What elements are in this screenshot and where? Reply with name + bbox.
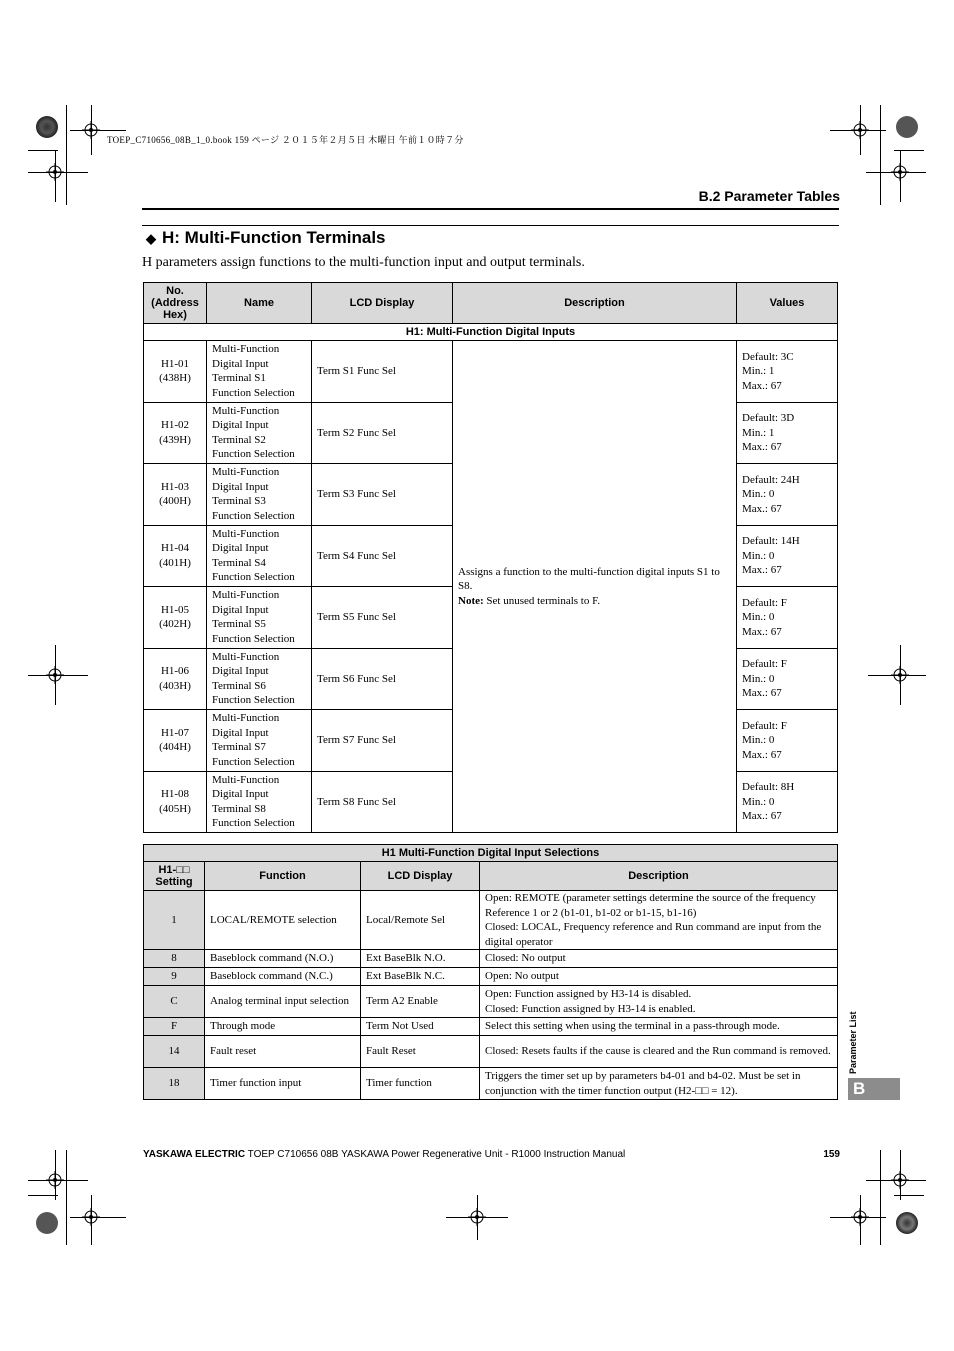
col-header-values: Values xyxy=(737,283,838,324)
param-lcd: Term S7 Func Sel xyxy=(312,710,453,772)
section-reference: B.2 Parameter Tables xyxy=(698,188,840,204)
lcd-display: Ext BaseBlk N.C. xyxy=(361,968,480,986)
param-name xyxy=(207,587,312,649)
registration-disc-icon xyxy=(896,116,918,138)
lcd-display: Term A2 Enable xyxy=(361,986,480,1018)
param-name-line: Terminal S5 xyxy=(212,618,266,631)
function-name: LOCAL/REMOTE selection xyxy=(205,891,361,950)
registration-target-icon xyxy=(891,666,909,684)
footer-brand: YASKAWA ELECTRIC xyxy=(143,1149,246,1160)
param-value-line: Default: F xyxy=(742,719,787,732)
param-name-line: Function Selection xyxy=(212,509,295,522)
param-value-line: Max.: 67 xyxy=(742,564,782,576)
description-main: Assigns a function to the multi-function digital inputs S1 to S8. xyxy=(458,565,720,593)
lcd-display: Local/Remote Sel xyxy=(361,891,480,950)
param-name xyxy=(207,648,312,710)
param-address: (400H) xyxy=(159,495,191,508)
side-tab-letter: B xyxy=(853,1079,866,1098)
param-number xyxy=(144,587,207,649)
param-value-line: Max.: 67 xyxy=(742,687,782,699)
param-value-line: Max.: 67 xyxy=(742,625,782,638)
param-value-line: Min.: 0 xyxy=(742,549,775,562)
param-value-line: Max.: 67 xyxy=(742,379,782,392)
function-name: Baseblock command (N.O.) xyxy=(205,950,361,968)
side-tab xyxy=(848,1078,900,1100)
param-values xyxy=(737,771,838,833)
selection-description: Open: REMOTE (parameter settings determine the source of the frequency Reference 1 or 2 (b1-01, b1-02 or b1-15, b1-16) Closed: LOCAL, Frequency reference and Run command are input from the digital operator xyxy=(480,891,838,950)
param-number xyxy=(144,402,207,464)
registration-disc-icon xyxy=(36,116,58,138)
table-row xyxy=(144,341,838,403)
selection-description: Triggers the timer set up by parameters b4-01 and b4-02. Must be set in conjunction with the timer function output (H2-□□ = 12). xyxy=(480,1068,838,1100)
param-name-line: Digital Input xyxy=(212,603,269,616)
heading-rule xyxy=(142,225,839,226)
param-name-line: Function Selection xyxy=(212,386,295,399)
registration-target-icon xyxy=(891,163,909,181)
param-value-line: Default: F xyxy=(742,596,787,609)
param-name-line: Function Selection xyxy=(212,755,295,768)
param-value-line: Max.: 67 xyxy=(742,810,782,822)
param-name-line: Terminal S4 xyxy=(212,556,266,569)
param-address: (402H) xyxy=(159,618,191,631)
diamond-bullet-icon: ◆ xyxy=(146,231,156,246)
registration-target-icon xyxy=(468,1208,486,1226)
registration-target-icon xyxy=(46,666,64,684)
param-name-line: Multi-Function xyxy=(212,404,280,417)
table-title: H1 Multi-Function Digital Input Selections xyxy=(144,845,838,862)
selection-description: Closed: Resets faults if the cause is cleared and the Run command is removed. xyxy=(480,1036,838,1068)
param-name-line: Terminal S1 xyxy=(212,372,266,385)
function-name: Fault reset xyxy=(205,1036,361,1068)
param-name-line: Multi-Function xyxy=(212,773,280,786)
param-name-line: Digital Input xyxy=(212,542,269,555)
param-name-line: Function Selection xyxy=(212,448,295,461)
param-values xyxy=(737,402,838,464)
param-value-line: Min.: 0 xyxy=(742,488,775,500)
param-values xyxy=(737,464,838,526)
lcd-display: Term Not Used xyxy=(361,1018,480,1036)
param-name xyxy=(207,525,312,587)
col-header-description: Description xyxy=(480,862,838,891)
registration-target-icon xyxy=(46,1171,64,1189)
param-name-line: Terminal S7 xyxy=(212,741,266,754)
param-value-line: Min.: 0 xyxy=(742,734,775,746)
setting-value: 18 xyxy=(144,1068,205,1100)
function-name: Through mode xyxy=(205,1018,361,1036)
setting-value: 14 xyxy=(144,1036,205,1068)
param-name-line: Digital Input xyxy=(212,665,269,678)
param-value-line: Default: F xyxy=(742,658,787,670)
param-value-line: Max.: 67 xyxy=(742,441,782,453)
side-tab-label: Parameter List xyxy=(848,1011,858,1074)
selection-description: Closed: No output xyxy=(480,950,838,968)
param-value-line: Min.: 0 xyxy=(742,672,775,685)
function-name: Baseblock command (N.C.) xyxy=(205,968,361,986)
param-value-line: Max.: 67 xyxy=(742,502,782,515)
param-no: H1-01 xyxy=(160,357,190,370)
param-value-line: Min.: 1 xyxy=(742,365,775,377)
param-name xyxy=(207,402,312,464)
table-row xyxy=(144,986,838,1018)
param-name xyxy=(207,771,312,833)
param-value-line: Min.: 1 xyxy=(742,426,775,439)
param-address: (439H) xyxy=(159,433,191,446)
param-values xyxy=(737,648,838,710)
param-values xyxy=(737,525,838,587)
param-name-line: Function Selection xyxy=(212,694,295,707)
param-no: H1-03 xyxy=(160,480,190,493)
table-row xyxy=(144,968,838,986)
param-value-line: Default: 3C xyxy=(742,350,794,363)
param-no: H1-04 xyxy=(160,542,190,555)
heading-title: H: Multi-Function Terminals xyxy=(162,228,386,247)
param-number xyxy=(144,464,207,526)
param-no: H1-08 xyxy=(160,788,190,801)
param-value-line: Default: 24H xyxy=(742,473,800,486)
param-number xyxy=(144,648,207,710)
param-name-line: Multi-Function xyxy=(212,712,280,725)
param-name-line: Multi-Function xyxy=(212,466,280,479)
param-name-line: Terminal S8 xyxy=(212,802,266,815)
col-header-lcd: LCD Display xyxy=(361,862,480,891)
param-lcd: Term S8 Func Sel xyxy=(312,771,453,833)
param-number xyxy=(144,525,207,587)
param-lcd: Term S6 Func Sel xyxy=(312,648,453,710)
param-name-line: Terminal S2 xyxy=(212,433,266,446)
param-description xyxy=(453,341,737,833)
header-rule xyxy=(142,208,839,210)
param-name-line: Digital Input xyxy=(212,726,269,739)
table-row xyxy=(144,1018,838,1036)
param-value-line: Min.: 0 xyxy=(742,611,775,623)
param-address: (403H) xyxy=(159,679,191,692)
setting-value: F xyxy=(144,1018,205,1036)
registration-target-icon xyxy=(82,121,100,139)
param-value-line: Default: 14H xyxy=(742,535,800,547)
param-name xyxy=(207,464,312,526)
registration-disc-icon xyxy=(896,1212,918,1234)
selection-description: Open: No output xyxy=(480,968,838,986)
registration-target-icon xyxy=(851,1208,869,1226)
param-no: H1-07 xyxy=(160,726,190,739)
param-name-line: Multi-Function xyxy=(212,343,280,356)
param-values xyxy=(737,341,838,403)
registration-target-icon xyxy=(891,1171,909,1189)
param-name-line: Terminal S3 xyxy=(212,495,266,508)
selection-description: Select this setting when using the terminal in a pass-through mode. xyxy=(480,1018,838,1036)
param-lcd: Term S3 Func Sel xyxy=(312,464,453,526)
function-name: Timer function input xyxy=(205,1068,361,1100)
selection-description: Open: Function assigned by H3-14 is disabled. Closed: Function assigned by H3-14 is enabled. xyxy=(480,986,838,1018)
selection-table xyxy=(143,844,838,1100)
lcd-display: Ext BaseBlk N.O. xyxy=(361,950,480,968)
param-address: (404H) xyxy=(159,741,191,754)
col-header-name: Name xyxy=(207,283,312,324)
page-number: 159 xyxy=(823,1149,840,1160)
param-number xyxy=(144,771,207,833)
table-row xyxy=(144,1036,838,1068)
param-address: (438H) xyxy=(159,372,191,385)
parameter-table xyxy=(143,282,838,833)
param-value-line: Default: 8H xyxy=(742,781,795,793)
param-number xyxy=(144,710,207,772)
param-address: (401H) xyxy=(159,556,191,569)
group-title: H1: Multi-Function Digital Inputs xyxy=(144,324,838,341)
param-number xyxy=(144,341,207,403)
lcd-display: Fault Reset xyxy=(361,1036,480,1068)
param-value-line: Min.: 0 xyxy=(742,795,775,808)
param-name-line: Function Selection xyxy=(212,817,295,830)
param-name-line: Multi-Function xyxy=(212,650,280,663)
param-name-line: Multi-Function xyxy=(212,589,280,602)
table-row xyxy=(144,950,838,968)
col-header-description: Description xyxy=(453,283,737,324)
param-no: H1-05 xyxy=(160,603,190,616)
param-name-line: Multi-Function xyxy=(212,527,280,540)
param-name-line: Digital Input xyxy=(212,788,269,801)
function-name: Analog terminal input selection xyxy=(205,986,361,1018)
table-row xyxy=(144,891,838,950)
note-text: Set unused terminals to F. xyxy=(483,594,601,607)
param-lcd: Term S5 Func Sel xyxy=(312,587,453,649)
col-header-lcd: LCD Display xyxy=(312,283,453,324)
section-heading xyxy=(146,228,386,248)
param-name xyxy=(207,341,312,403)
print-header: TOEP_C710656_08B_1_0.book 159 ページ ２０１５年２月５日 木曜日 午前１０時７分 xyxy=(107,135,464,145)
col-header-no: No. (Address Hex) xyxy=(144,283,207,324)
param-value-line: Max.: 67 xyxy=(742,748,782,761)
param-lcd: Term S2 Func Sel xyxy=(312,402,453,464)
registration-target-icon xyxy=(82,1208,100,1226)
param-name-line: Function Selection xyxy=(212,632,295,645)
setting-value: 1 xyxy=(144,891,205,950)
intro-paragraph: H parameters assign functions to the multi-function input and output terminals. xyxy=(142,255,585,270)
param-name-line: Terminal S6 xyxy=(212,679,266,692)
param-name-line: Function Selection xyxy=(212,571,295,584)
note-label: Note: xyxy=(458,594,484,607)
footer-manual-title: TOEP C710656 08B YASKAWA Power Regenerative Unit - R1000 Instruction Manual xyxy=(245,1149,626,1160)
param-values xyxy=(737,587,838,649)
lcd-display: Timer function xyxy=(361,1068,480,1100)
setting-value: 8 xyxy=(144,950,205,968)
registration-target-icon xyxy=(851,121,869,139)
table-row xyxy=(144,1068,838,1100)
col-header-function: Function xyxy=(205,862,361,891)
col-header-setting: H1-□□ Setting xyxy=(144,862,205,891)
param-no: H1-02 xyxy=(160,419,190,432)
param-address: (405H) xyxy=(159,802,191,815)
param-name-line: Digital Input xyxy=(212,357,269,370)
setting-value: C xyxy=(144,986,205,1018)
param-value-line: Default: 3D xyxy=(742,412,795,424)
param-name xyxy=(207,710,312,772)
setting-value: 9 xyxy=(144,968,205,986)
registration-disc-icon xyxy=(36,1212,58,1234)
param-no: H1-06 xyxy=(160,665,190,678)
footer-text xyxy=(143,1149,625,1160)
param-name-line: Digital Input xyxy=(212,419,269,432)
param-values xyxy=(737,710,838,772)
param-lcd: Term S4 Func Sel xyxy=(312,525,453,587)
param-name-line: Digital Input xyxy=(212,480,269,493)
registration-target-icon xyxy=(46,163,64,181)
param-lcd: Term S1 Func Sel xyxy=(312,341,453,403)
